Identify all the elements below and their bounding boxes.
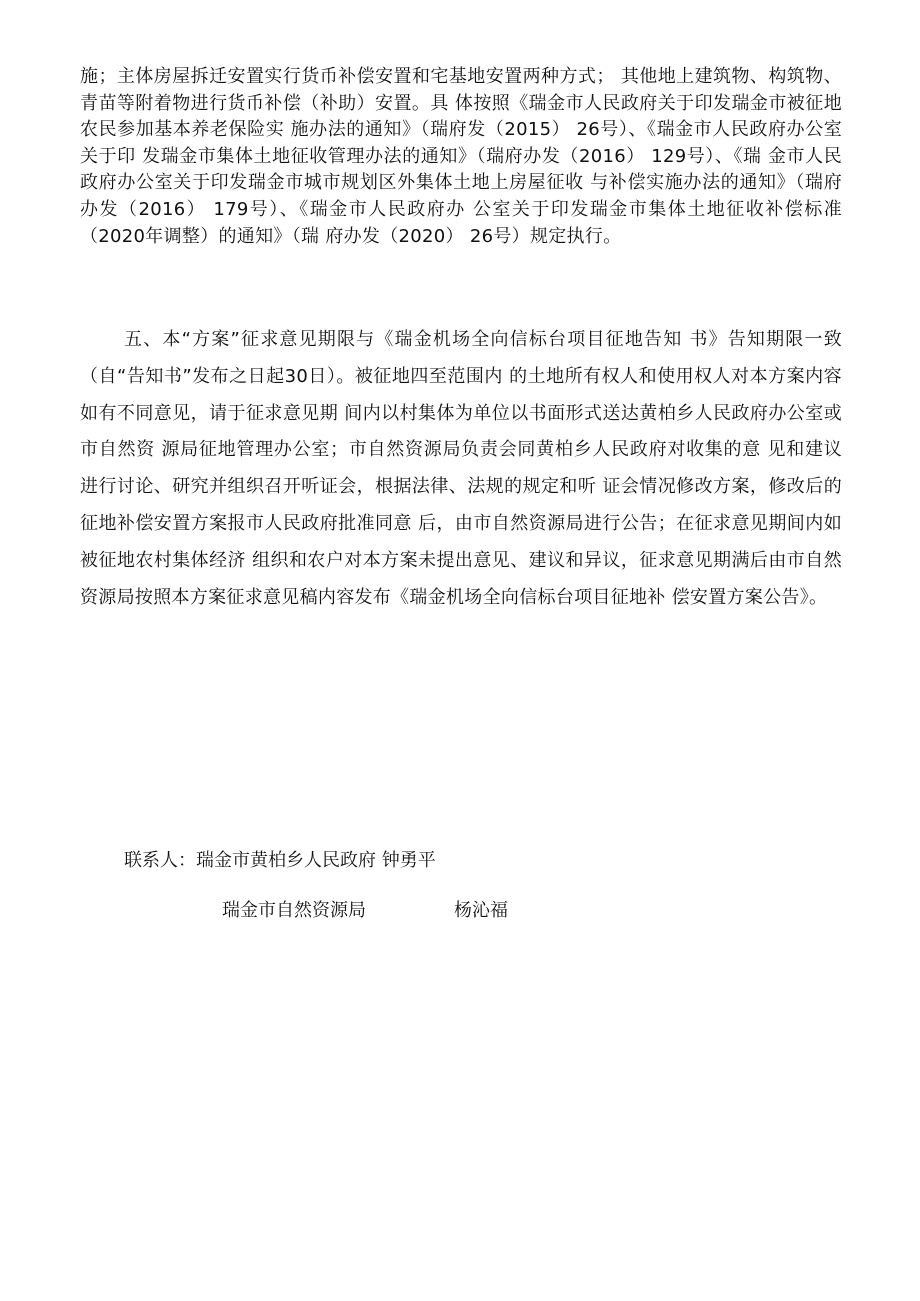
contact-row-2: [222, 898, 508, 924]
contact-org-2: 瑞金市自然资源局: [222, 900, 366, 921]
contact-label: 联系人：: [124, 850, 196, 871]
contact-person-2: 杨沁福: [454, 900, 508, 921]
contact-person-1: 钟勇平: [381, 850, 436, 871]
contact-org-1: 瑞金市黄柏乡人民政府: [196, 850, 376, 871]
paragraph-compensation-policy: 施；主体房屋拆迁安置实行货币补偿安置和宅基地安置两种方式； 其他地上建筑物、构筑物、青苗等附着物进行货币补偿（补助）安置。具 体按照《瑞金市人民政府关于印发瑞金市被征地农民参加基本养老保险实 施办法的通知》（瑞府发（2015） 26号）、《瑞金市人民政府办公室关于印 发瑞金市集体土地征收管理办法的通知》（瑞府办发（2016） 129号）、《瑞 金市人民政府办公室关于印发瑞金市城市规划区外集体土地上房屋征收 与补偿实施办法的通知》（瑞府办发（2016） 179号）、《瑞金市人民政府办 公室关于印发瑞金市集体土地征收补偿标准（2020年调整）的通知》（瑞 府办发（2020） 26号）规定执行。: [80, 66, 842, 247]
paragraph-five-feedback-period: 五、本“方案”征求意见期限与《瑞金机场全向信标台项目征地告知 书》告知期限一致（自“告知书”发布之日起30日）。被征地四至范围内 的土地所有权人和使用权人对本方案内容如有不同意见，请于征求意见期 间内以村集体为单位以书面形式送达黄柏乡人民政府办公室或市自然资 源局征地管理办公室；市自然资源局负责会同黄柏乡人民政府对收集的意 见和建议进行讨论、研究并组织召开听证会，根据法律、法规的规定和听 证会情况修改方案，修改后的征地补偿安置方案报市人民政府批准同意 后，由市自然资源局进行公告；在征求意见期间内如被征地农村集体经济 组织和农户对本方案未提出意见、建议和异议，征求意见期满后由市自然 资源局按照本方案征求意见稿内容发布《瑞金机场全向信标台项目征地补 偿安置方案公告》。: [80, 329, 842, 608]
contact-row-1: [124, 848, 436, 874]
